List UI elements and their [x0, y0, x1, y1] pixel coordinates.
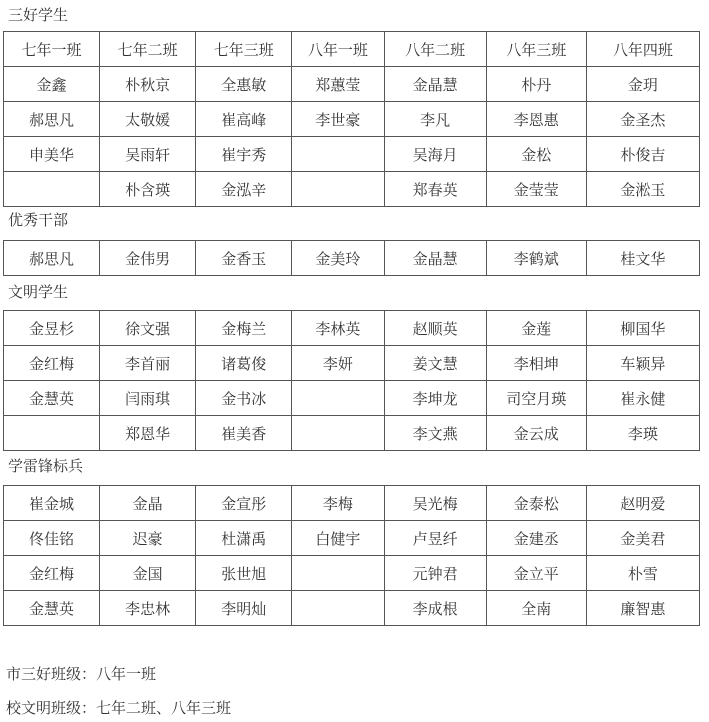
student-name-cell: 张世旭: [196, 556, 292, 591]
student-name-cell: 杜潇禹: [196, 521, 292, 556]
table-row: [4, 67, 700, 102]
table-row: [4, 486, 700, 521]
student-name-cell: 郑蕙莹: [292, 67, 384, 102]
table-row: [4, 556, 700, 591]
student-name-cell: 全惠敏: [196, 67, 292, 102]
class-header-cell: 八年四班: [586, 32, 699, 67]
student-name-cell: 金立平: [486, 556, 586, 591]
table-header-row: [4, 32, 700, 67]
student-name-cell: 金伟男: [100, 241, 196, 276]
student-name-cell: 柳国华: [586, 311, 699, 346]
student-name-cell: [292, 381, 384, 416]
student-name-cell: 金慧英: [4, 381, 100, 416]
student-name-cell: 金慧英: [4, 591, 100, 626]
student-name-cell: 姜文慧: [384, 346, 486, 381]
student-name-cell: 吴海月: [384, 137, 486, 172]
section-title-youxiu: 优秀干部: [8, 211, 69, 229]
student-name-cell: [292, 137, 384, 172]
student-name-cell: 金美君: [586, 521, 699, 556]
student-name-cell: [292, 172, 384, 207]
student-name-cell: 李恩惠: [486, 102, 586, 137]
table-row: [4, 381, 700, 416]
class-header-cell: 八年三班: [486, 32, 586, 67]
student-name-cell: 崔永健: [586, 381, 699, 416]
student-name-cell: 金宣彤: [196, 486, 292, 521]
student-name-cell: 郝思凡: [4, 102, 100, 137]
student-name-cell: 金玥: [586, 67, 699, 102]
class-header-cell: 七年二班: [100, 32, 196, 67]
student-name-cell: 吴光梅: [384, 486, 486, 521]
student-name-cell: 李鹤斌: [486, 241, 586, 276]
student-name-cell: 廉智惠: [586, 591, 699, 626]
student-name-cell: 金泓辛: [196, 172, 292, 207]
student-name-cell: 李成根: [384, 591, 486, 626]
class-header-cell: 七年一班: [4, 32, 100, 67]
student-name-cell: 李林英: [292, 311, 384, 346]
class-header-cell: 八年二班: [384, 32, 486, 67]
student-name-cell: 李凡: [384, 102, 486, 137]
student-name-cell: 郑恩华: [100, 416, 196, 451]
section-title-wenming: 文明学生: [8, 283, 69, 301]
school-wenming-class-line: 校文明班级：七年二班、八年三班: [6, 699, 232, 717]
student-name-cell: 金红梅: [4, 556, 100, 591]
table-row: [4, 311, 700, 346]
student-name-cell: 朴雪: [586, 556, 699, 591]
student-name-cell: 李坤龙: [384, 381, 486, 416]
student-name-cell: 金淞玉: [586, 172, 699, 207]
section-title-leifeng: 学雷锋标兵: [8, 457, 84, 475]
table-youxiu: [3, 240, 700, 276]
student-name-cell: 李梅: [292, 486, 384, 521]
student-name-cell: 李明灿: [196, 591, 292, 626]
student-name-cell: 崔高峰: [196, 102, 292, 137]
student-name-cell: 桂文华: [586, 241, 699, 276]
student-name-cell: 全南: [486, 591, 586, 626]
student-name-cell: 崔金城: [4, 486, 100, 521]
student-name-cell: 朴含瑛: [100, 172, 196, 207]
student-name-cell: 金圣杰: [586, 102, 699, 137]
student-name-cell: 吴雨轩: [100, 137, 196, 172]
table-row: [4, 521, 700, 556]
student-name-cell: 闫雨琪: [100, 381, 196, 416]
table-row: [4, 416, 700, 451]
student-name-cell: [4, 416, 100, 451]
student-name-cell: 金建丞: [486, 521, 586, 556]
student-name-cell: [292, 591, 384, 626]
student-name-cell: 李首丽: [100, 346, 196, 381]
student-name-cell: [292, 556, 384, 591]
student-name-cell: 金梅兰: [196, 311, 292, 346]
student-name-cell: 金云成: [486, 416, 586, 451]
class-header-cell: 八年一班: [292, 32, 384, 67]
student-name-cell: 司空月瑛: [486, 381, 586, 416]
student-name-cell: 李忠林: [100, 591, 196, 626]
student-name-cell: [4, 172, 100, 207]
table-row: [4, 346, 700, 381]
student-name-cell: 金晶慧: [384, 241, 486, 276]
student-name-cell: 赵明爱: [586, 486, 699, 521]
student-name-cell: 金松: [486, 137, 586, 172]
student-name-cell: 金泰松: [486, 486, 586, 521]
table-row: [4, 137, 700, 172]
student-name-cell: 金红梅: [4, 346, 100, 381]
table-leifeng: [3, 485, 700, 626]
student-name-cell: 赵顺英: [384, 311, 486, 346]
student-name-cell: 崔美香: [196, 416, 292, 451]
student-name-cell: 朴丹: [486, 67, 586, 102]
table-row: [4, 591, 700, 626]
student-name-cell: 金晶: [100, 486, 196, 521]
student-name-cell: 卢昱纤: [384, 521, 486, 556]
student-name-cell: 郝思凡: [4, 241, 100, 276]
student-name-cell: 金莲: [486, 311, 586, 346]
student-name-cell: 元钟君: [384, 556, 486, 591]
student-name-cell: 金国: [100, 556, 196, 591]
student-name-cell: 李相坤: [486, 346, 586, 381]
table-row: [4, 172, 700, 207]
section-title-sanhao: 三好学生: [8, 6, 69, 24]
student-name-cell: 金美玲: [292, 241, 384, 276]
table-row: [4, 241, 700, 276]
student-name-cell: 金晶慧: [384, 67, 486, 102]
student-name-cell: 金香玉: [196, 241, 292, 276]
student-name-cell: [292, 416, 384, 451]
table-sanhao: [3, 31, 700, 207]
student-name-cell: 诸葛俊: [196, 346, 292, 381]
student-name-cell: 李瑛: [586, 416, 699, 451]
student-name-cell: 徐文强: [100, 311, 196, 346]
student-name-cell: 朴秋京: [100, 67, 196, 102]
student-name-cell: 郑春英: [384, 172, 486, 207]
table-row: [4, 102, 700, 137]
student-name-cell: 佟佳铭: [4, 521, 100, 556]
student-name-cell: 金昱杉: [4, 311, 100, 346]
table-wenming: [3, 310, 700, 451]
student-name-cell: 李文燕: [384, 416, 486, 451]
student-name-cell: 迟豪: [100, 521, 196, 556]
student-name-cell: 白健宇: [292, 521, 384, 556]
student-name-cell: 朴俊吉: [586, 137, 699, 172]
student-name-cell: 申美华: [4, 137, 100, 172]
student-name-cell: 金书冰: [196, 381, 292, 416]
student-name-cell: 金莹莹: [486, 172, 586, 207]
student-name-cell: 崔宇秀: [196, 137, 292, 172]
student-name-cell: 李妍: [292, 346, 384, 381]
student-name-cell: 金鑫: [4, 67, 100, 102]
city-sanhao-class-line: 市三好班级：八年一班: [6, 665, 157, 683]
student-name-cell: 太敬媛: [100, 102, 196, 137]
student-name-cell: 车颖异: [586, 346, 699, 381]
student-name-cell: 李世豪: [292, 102, 384, 137]
class-header-cell: 七年三班: [196, 32, 292, 67]
